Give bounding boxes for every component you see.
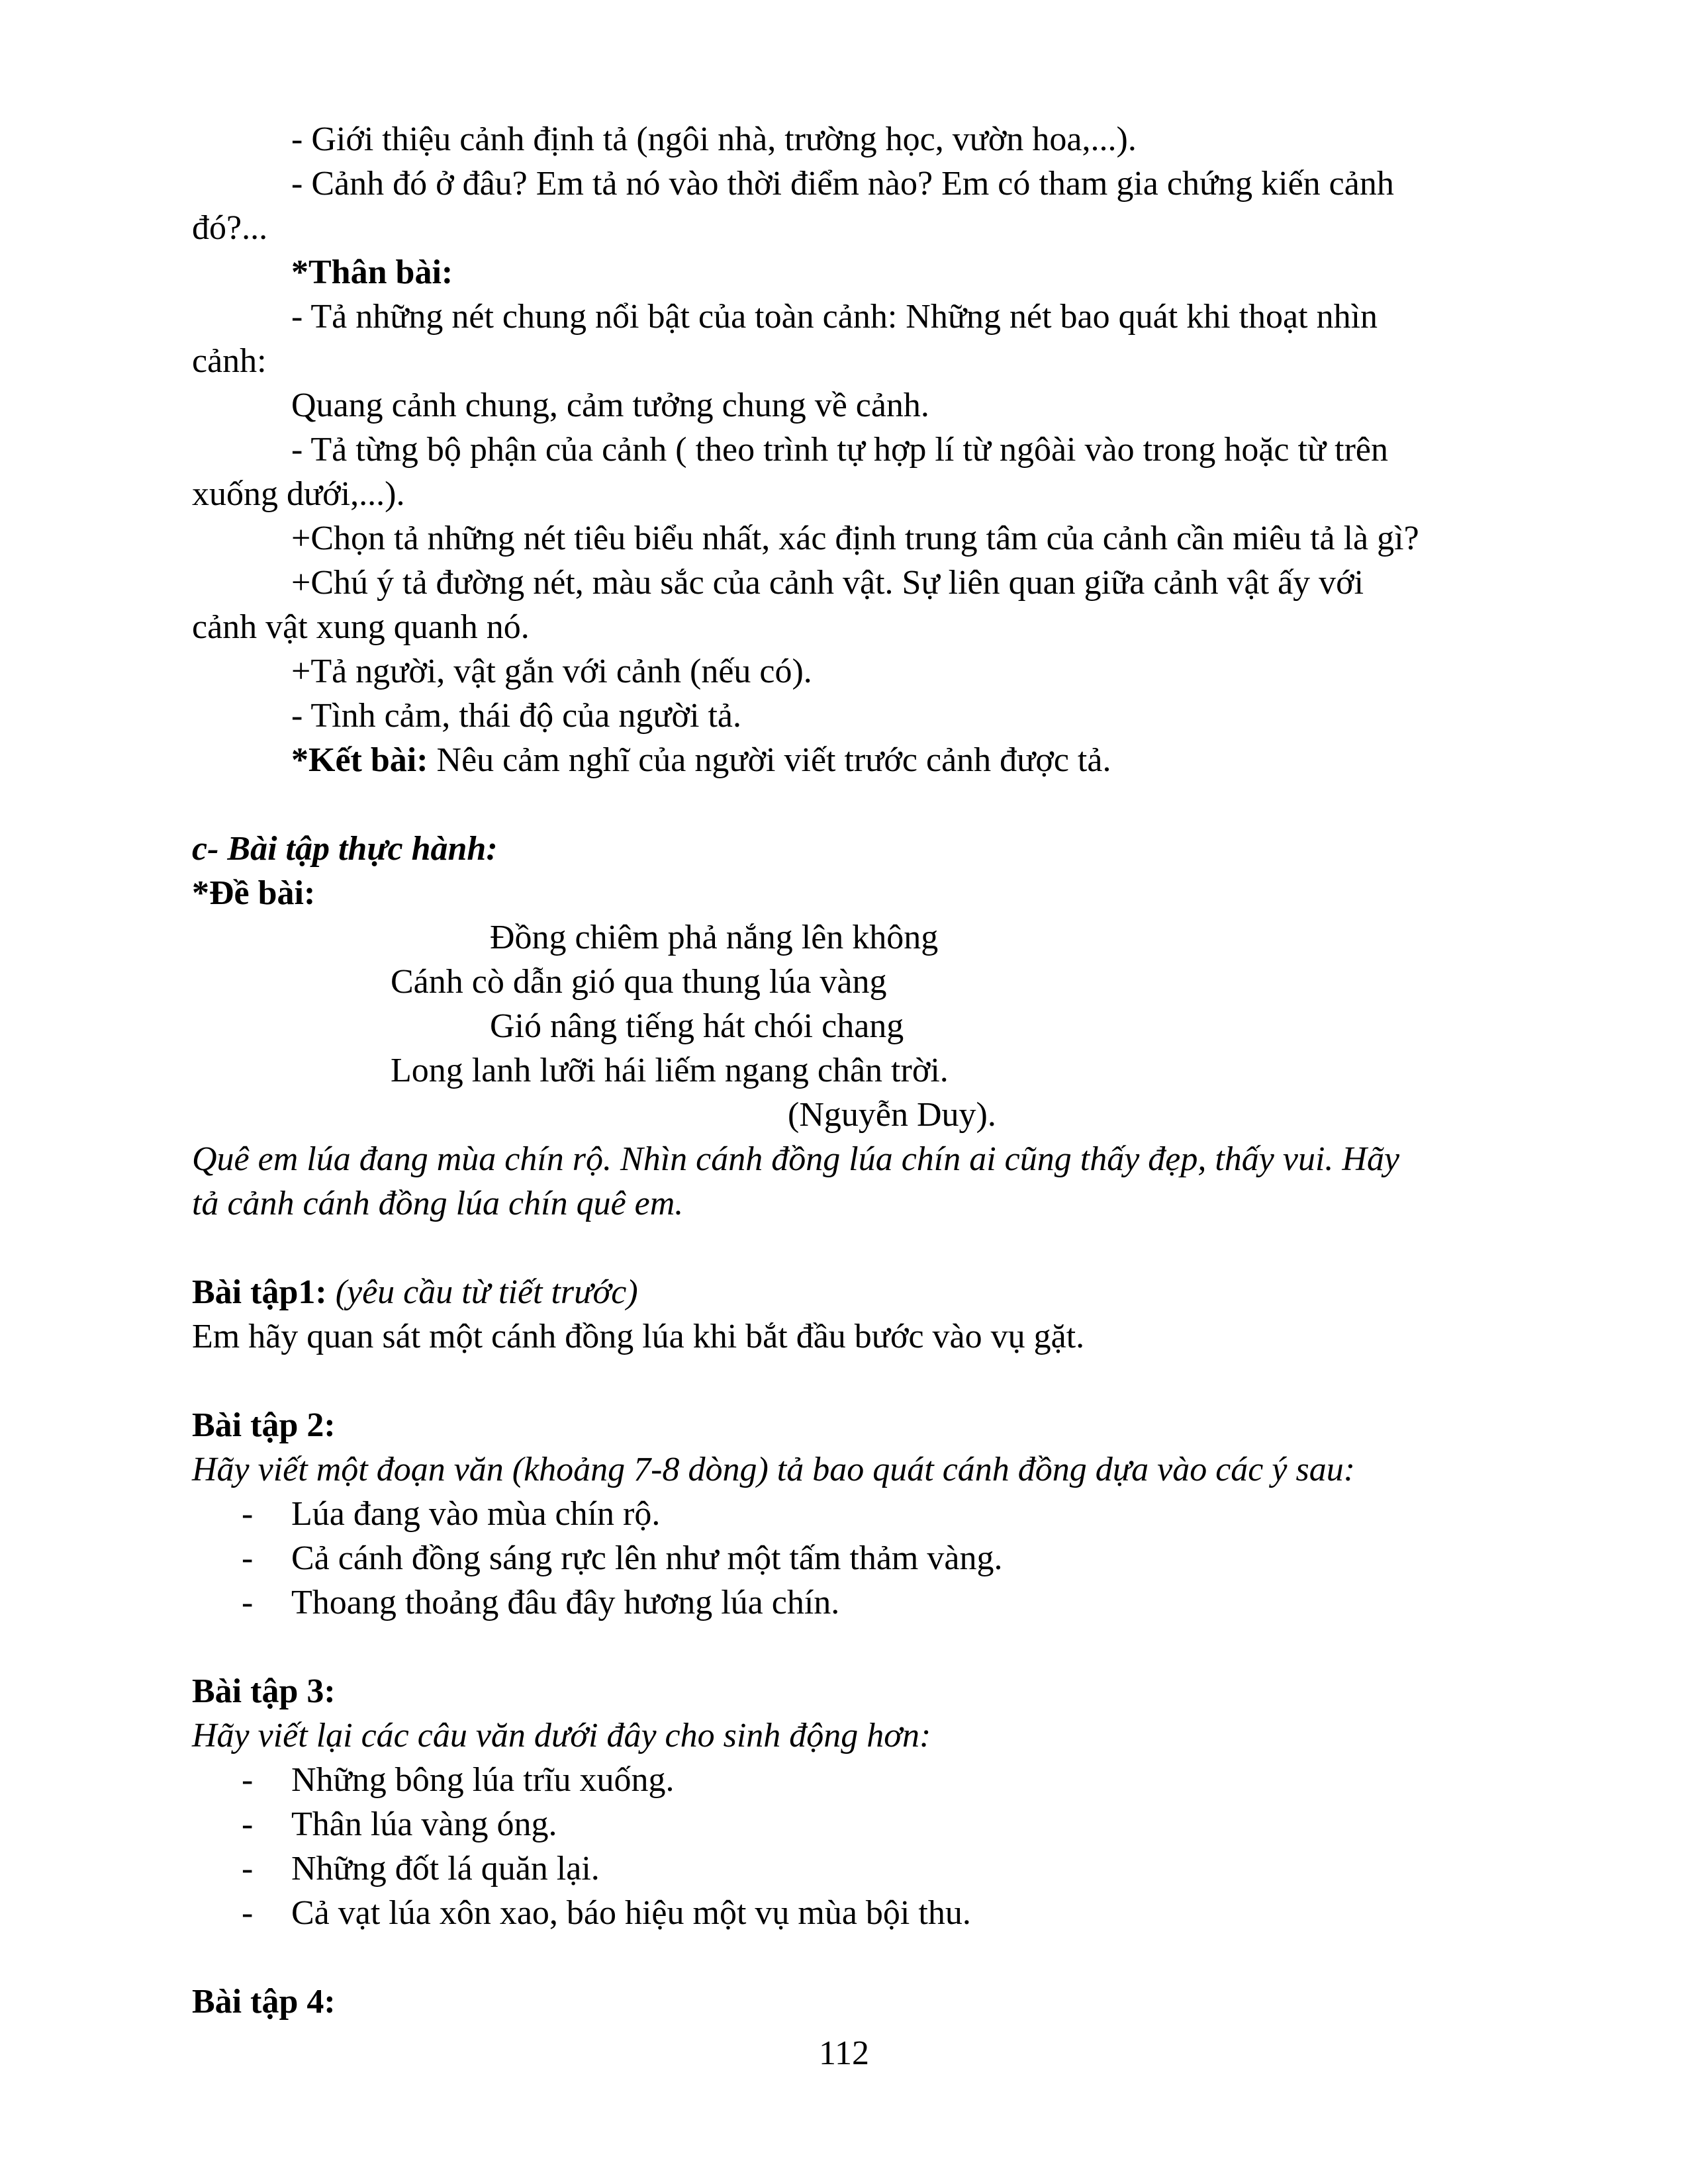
bai-tap-3-instruction: Hãy viết lại các câu văn dưới đây cho sinh động hơn: xyxy=(192,1717,931,1754)
poem-line-4: Long lanh lưỡi hái liếm ngang chân trời. xyxy=(391,1052,949,1089)
than-bai-p3: - Tả từng bộ phận của cảnh ( theo trình tự hợp lí từ ngôài vào trong hoặc từ trên xyxy=(291,431,1388,469)
section-c-heading: c- Bài tập thực hành: xyxy=(192,830,498,868)
bai-tap-2-item-3: Thoang thoảng đâu đây hương lúa chín. xyxy=(291,1584,840,1621)
bai-tap-2-item-1: Lúa đang vào mùa chín rộ. xyxy=(291,1495,661,1533)
poem-line-1: Đồng chiêm phả nắng lên không xyxy=(490,919,939,956)
than-bai-p5-cont: cảnh vật xung quanh nó. xyxy=(192,608,530,646)
intro-line-2-cont: đó?... xyxy=(192,209,268,247)
than-bai-p4: +Chọn tả những nét tiêu biểu nhất, xác định trung tâm của cảnh cần miêu tả là gì? xyxy=(291,520,1419,557)
than-bai-p1: - Tả những nét chung nổi bật của toàn cảnh: Những nét bao quát khi thoạt nhìn xyxy=(291,298,1378,336)
than-bai-p1-cont: cảnh: xyxy=(192,342,267,380)
bai-tap-1-note: (yêu cầu từ tiết trước) xyxy=(326,1273,638,1311)
bai-tap-4-heading: Bài tập 4: xyxy=(192,1983,336,2021)
than-bai-p7: - Tình cảm, thái độ của người tả. xyxy=(291,697,741,735)
poem-author: (Nguyễn Duy). xyxy=(788,1096,996,1134)
than-bai-p3-cont: xuống dưới,...). xyxy=(192,475,405,513)
bullet-dash: - xyxy=(242,1495,254,1533)
prompt-line-1: Quê em lúa đang mùa chín rộ. Nhìn cánh đồng lúa chín ai cũng thấy đẹp, thấy vui. Hãy xyxy=(192,1140,1400,1178)
ket-bai-text: Nêu cảm nghĩ của người viết trước cảnh được tả. xyxy=(428,741,1111,779)
ket-bai-heading: *Kết bài: xyxy=(291,741,428,779)
bai-tap-3-item-1: Những bông lúa trĩu xuống. xyxy=(291,1761,675,1799)
bai-tap-3-item-2: Thân lúa vàng óng. xyxy=(291,1805,557,1843)
de-bai-heading: *Đề bài: xyxy=(192,874,316,912)
bai-tap-2-heading: Bài tập 2: xyxy=(192,1406,336,1444)
prompt-line-2: tả cảnh cánh đồng lúa chín quê em. xyxy=(192,1185,684,1222)
bai-tap-3-item-4: Cả vạt lúa xôn xao, báo hiệu một vụ mùa bội thu. xyxy=(291,1894,971,1932)
intro-line-1: - Giới thiệu cảnh định tả (ngôi nhà, trường học, vườn hoa,...). xyxy=(291,120,1137,158)
intro-line-2: - Cảnh đó ở đâu? Em tả nó vào thời điểm nào? Em có tham gia chứng kiến cảnh xyxy=(291,165,1394,203)
poem-line-3: Gió nâng tiếng hát chói chang xyxy=(490,1007,904,1045)
page-number: 112 xyxy=(818,2034,870,2072)
bai-tap-2-instruction: Hãy viết một đoạn văn (khoảng 7-8 dòng) tả bao quát cánh đồng dựa vào các ý sau: xyxy=(192,1451,1356,1488)
ket-bai-line xyxy=(291,739,1111,782)
bullet-dash: - xyxy=(242,1539,254,1577)
bai-tap-2-item-2: Cả cánh đồng sáng rực lên như một tấm thảm vàng. xyxy=(291,1539,1003,1577)
bullet-dash: - xyxy=(242,1805,254,1843)
bullet-dash: - xyxy=(242,1894,254,1932)
than-bai-p2: Quang cảnh chung, cảm tưởng chung về cảnh. xyxy=(291,387,929,424)
bullet-dash: - xyxy=(242,1761,254,1799)
bai-tap-1-heading: Bài tập1: xyxy=(192,1273,327,1311)
bai-tap-1-line xyxy=(192,1271,638,1314)
bai-tap-3-item-3: Những đốt lá quăn lại. xyxy=(291,1850,600,1888)
bai-tap-3-heading: Bài tập 3: xyxy=(192,1672,336,1710)
poem-line-2: Cánh cò dẫn gió qua thung lúa vàng xyxy=(391,963,887,1001)
than-bai-p6: +Tả người, vật gắn với cảnh (nếu có). xyxy=(291,653,812,690)
bai-tap-1-text: Em hãy quan sát một cánh đồng lúa khi bắt đầu bước vào vụ gặt. xyxy=(192,1318,1085,1355)
than-bai-heading: *Thân bài: xyxy=(291,253,453,291)
bullet-dash: - xyxy=(242,1850,254,1888)
than-bai-p5: +Chú ý tả đường nét, màu sắc của cảnh vật. Sự liên quan giữa cảnh vật ấy với xyxy=(291,564,1364,602)
bullet-dash: - xyxy=(242,1584,254,1621)
